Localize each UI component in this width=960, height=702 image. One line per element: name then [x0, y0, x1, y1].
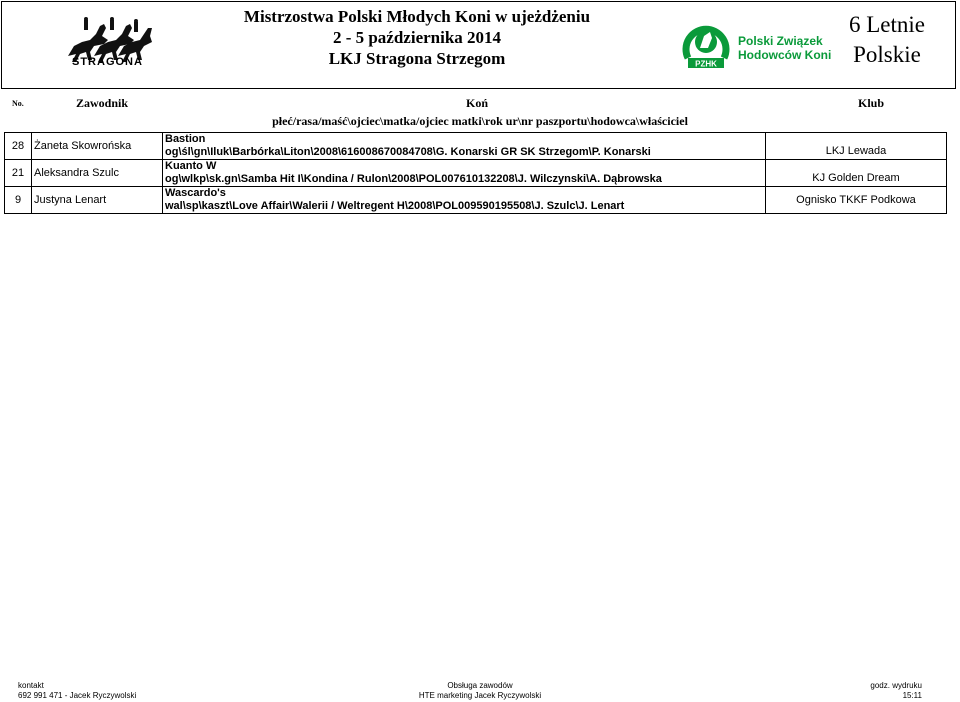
horse-details: wal\sp\kaszt\Love Affair\Walerii / Weltregent H\2008\POL009590195508\J. Szulc\J. Lenart: [165, 200, 625, 212]
footer-print-time-label: godz. wydruku: [870, 681, 922, 690]
class-title: [822, 10, 952, 70]
club-name: Ognisko TKKF Podkowa: [796, 194, 916, 206]
event-venue: LKJ Stragona Strzegom: [328, 49, 506, 68]
table-row: [5, 160, 947, 187]
rider-name: Justyna Lenart: [32, 187, 163, 214]
footer-service-label: Obsługa zawodów: [447, 681, 513, 690]
row-number: 28: [5, 133, 32, 160]
footer-service-value: HTE marketing Jacek Ryczywolski: [418, 691, 542, 700]
horse-name: Kuanto W: [165, 160, 217, 172]
event-title-line1: Mistrzostwa Polski Młodych Koni w ujeżdżeniu: [243, 7, 591, 26]
header-box: [1, 1, 956, 89]
pzhk-name-line2: Hodowców Koni: [738, 48, 832, 62]
horse-details-legend: płeć/rasa/maść\ojciec\matka/ojciec matki\rok ur\nr paszportu\hodowca\właściciel: [272, 114, 688, 128]
page-footer: [0, 681, 960, 701]
class-title-line1: 6 Letnie: [849, 12, 925, 37]
pzhk-name-line1: Polski Związek: [738, 34, 823, 48]
row-number: 21: [5, 160, 32, 187]
footer-contact-label: kontakt: [18, 681, 44, 690]
rider-name: Aleksandra Szulc: [32, 160, 163, 187]
results-table: [4, 132, 947, 214]
column-header-rider: Zawodnik: [76, 96, 129, 110]
club-cell: [766, 187, 947, 214]
table-row: [5, 187, 947, 214]
footer-contact: [18, 681, 136, 701]
horse-cell: [163, 133, 766, 160]
row-number: 9: [5, 187, 32, 214]
event-title: [207, 6, 627, 69]
club-name: KJ Golden Dream: [812, 172, 900, 184]
column-header-club: Klub: [858, 96, 885, 110]
club-cell: [766, 133, 947, 160]
footer-service: [410, 681, 550, 701]
class-title-line2: Polskie: [853, 42, 921, 67]
footer-contact-value: 692 991 471 - Jacek Ryczywolski: [18, 691, 137, 700]
column-header-horse: Koń: [466, 96, 489, 110]
stragona-logo-text: STRAGONA: [72, 56, 143, 68]
column-header-no: No.: [12, 99, 24, 108]
footer-print-time-value: 15:11: [902, 691, 922, 700]
horse-details: og\wlkp\sk.gn\Samba Hit I\Kondina / Rulon\2008\POL007610132208\J. Wilczynski\A. Dąbrowska: [165, 173, 662, 185]
event-dates: 2 - 5 października 2014: [332, 28, 502, 47]
rider-name: Żaneta Skowrońska: [32, 133, 163, 160]
table-row: [5, 133, 947, 160]
footer-print-time: [870, 681, 922, 701]
club-name: LKJ Lewada: [825, 145, 887, 157]
column-headers: [0, 96, 960, 110]
horse-name: Wascardo's: [165, 187, 226, 199]
pzhk-horseshoe-logo-icon: [680, 18, 732, 70]
pzhk-badge-text: PZHK: [695, 59, 717, 69]
club-cell: [766, 160, 947, 187]
pzhk-name: [738, 34, 831, 62]
horse-name: Bastion: [165, 133, 206, 145]
horse-details: og\śl\gn\Iluk\Barbórka\Liton\2008\616008670084708\G. Konarski GR SK Strzegom\P. Konarski: [165, 146, 651, 158]
horse-cell: [163, 160, 766, 187]
horse-cell: [163, 187, 766, 214]
